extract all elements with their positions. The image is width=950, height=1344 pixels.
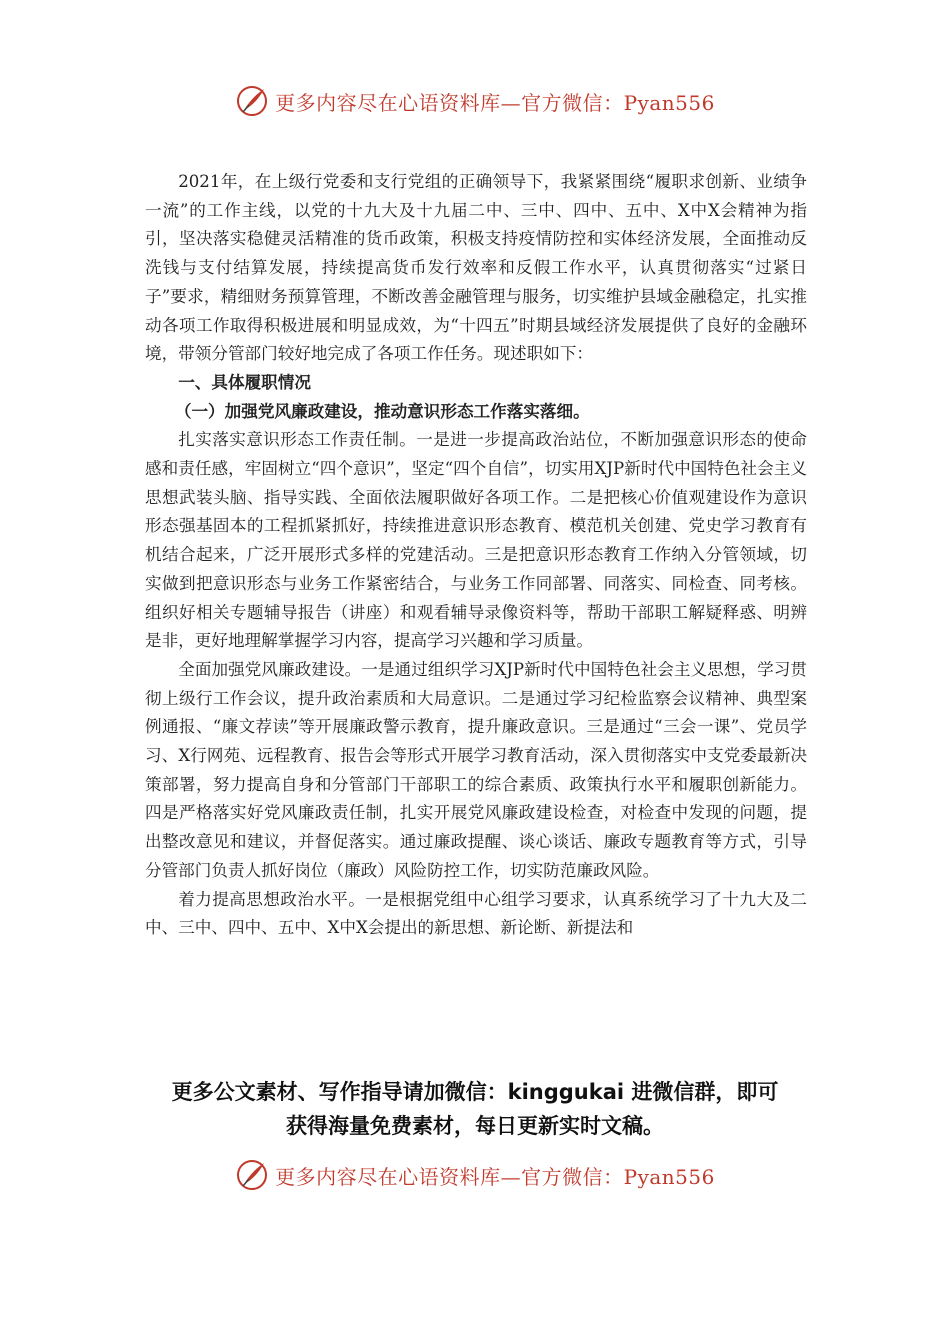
wechat-notice — [120, 1075, 830, 1143]
feather-pen-logo-icon — [235, 84, 269, 118]
header-banner — [0, 84, 950, 118]
footer-banner — [0, 1158, 950, 1192]
header-banner-text: 更多内容尽在心语资料库—官方微信：Pyan556 — [275, 90, 715, 115]
paragraph-intro: 2021年，在上级行党委和支行党组的正确领导下，我紧紧围绕“履职求创新、业绩争一流”的工作主线，以党的十九大及十九届二中、三中、四中、五中、X中X会精神为指引，坚决落实稳健灵活精准的货币政策，积极支持疫情防控和实体经济发展，全面推动反洗钱与支付结算发展，持续提高货币发行效率和反假工作水平，认真贯彻落实“过紧日子”要求，精细财务预算管理，不断改善金融管理与服务，切实维护县域金融稳定，扎实推动各项工作取得积极进展和明显成效，为“十四五”时期县域经济发展提供了良好的金融环境，带领分管部门较好地完成了各项工作任务。现述职如下： — [145, 172, 807, 364]
feather-pen-logo-icon — [235, 1158, 269, 1192]
notice-line-1: 更多公文素材、写作指导请加微信：kinggukai 进微信群，即可 — [171, 1080, 779, 1104]
footer-banner-text: 更多内容尽在心语资料库—官方微信：Pyan556 — [275, 1164, 715, 1189]
paragraph-political: 着力提高思想政治水平。一是根据党组中心组学习要求，认真系统学习了十九大及二中、三中、四中、五中、X中X会提出的新思想、新论断、新提法和 — [145, 889, 807, 938]
subsection-heading: （一）加强党风廉政建设，推动意识形态工作落实落细。 — [174, 401, 590, 421]
paragraph-ideology: 扎实落实意识形态工作责任制。一是进一步提高政治站位，不断加强意识形态的使命感和责任感，牢固树立“四个意识”，坚定“四个自信”，切实用XJP新时代中国特色社会主义思想武装头脑、指导实践、全面依法履职做好各项工作。二是把核心价值观建设作为意识形态强基固本的工程抓紧抓好，持续推进意识形态教育、模范机关创建、党史学习教育有机结合起来，广泛开展形式多样的党建活动。三是把意识形态教育工作纳入分管领域，切实做到把意识形态与业务工作紧密结合，与业务工作同部署、同落实、同检查、同考核。组织好相关专题辅导报告（讲座）和观看辅导录像资料等，帮助干部职工解疑释惑、明辨是非，更好地理解掌握学习内容，提高学习兴趣和学习质量。 — [145, 430, 807, 651]
article-body — [145, 168, 807, 943]
paragraph-integrity: 全面加强党风廉政建设。一是通过组织学习XJP新时代中国特色社会主义思想，学习贯彻上级行工作会议，提升政治素质和大局意识。二是通过学习纪检监察会议精神、典型案例通报、“廉文荐读”等开展廉政警示教育，提升廉政意识。三是通过“三会一课”、党员学习、X行网苑、远程教育、报告会等形式开展学习教育活动，深入贯彻落实中支党委最新决策部署，努力提高自身和分管部门干部职工的综合素质、政策执行水平和履职创新能力。四是严格落实好党风廉政责任制，扎实开展党风廉政建设检查，对检查中发现的问题，提出整改意见和建议，并督促落实。通过廉政提醒、谈心谈话、廉政专题教育等方式，引导分管部门负责人抓好岗位（廉政）风险防控工作，切实防范廉政风险。 — [145, 659, 807, 880]
notice-line-2: 获得海量免费素材，每日更新实时文稿。 — [286, 1114, 664, 1138]
section-heading: 一、具体履职情况 — [178, 372, 311, 392]
